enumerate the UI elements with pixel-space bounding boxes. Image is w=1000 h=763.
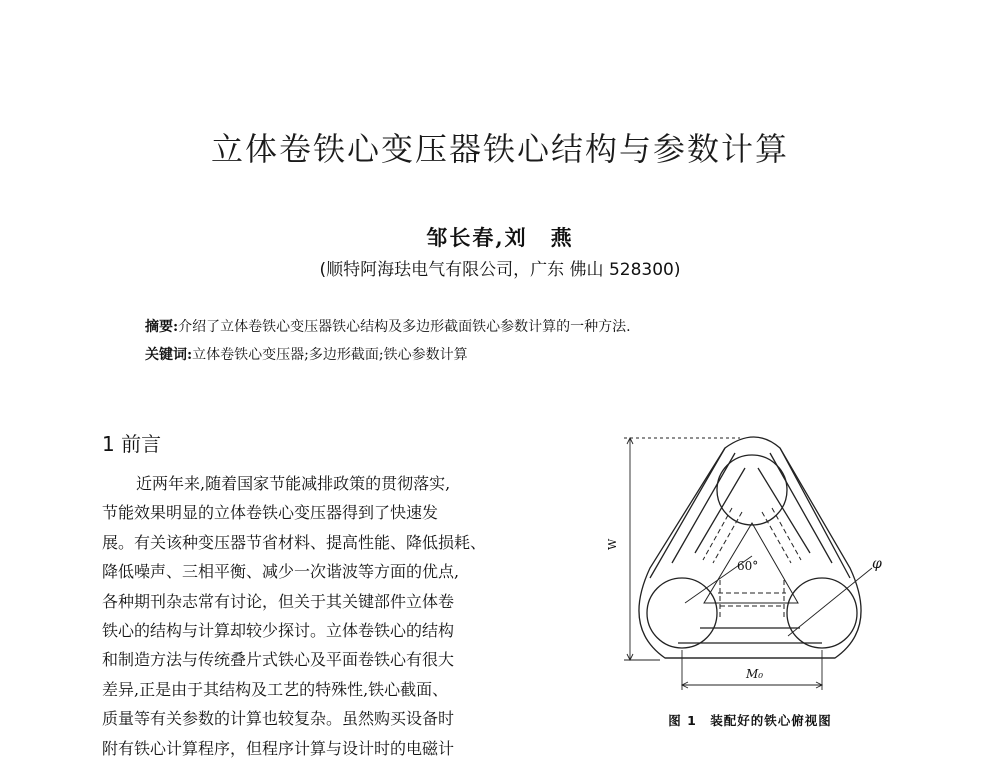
keywords-label: 关键词: [145,347,193,363]
body-line: 近两年来,随着国家节能减排政策的贯彻落实, [136,474,451,493]
authors: 邹长春,刘 燕 [426,225,574,250]
dimension-w-label: W [606,538,619,550]
body-line: 差异,正是由于其结构及工艺的特殊性,铁心截面、 [102,679,449,699]
angle-label: 60° [737,559,759,573]
body-line: 降低噪声、三相平衡、减少一次谐波等方面的优点, [102,562,460,582]
affiliation: (顺特阿海珐电气有限公司，广东 佛山 528300) [319,260,681,280]
keywords [145,344,865,364]
abstract-label: 摘要: [145,319,179,335]
body-line: 和制造方法与传统叠片式铁心及平面卷铁心有很大 [102,650,455,670]
body-line: 铁心的结构与计算却较少探讨。立体卷铁心的结构 [102,620,455,640]
body-line: 附有铁心计算程序，但程序计算与设计时的电磁计 [102,738,455,758]
paper-title: 立体卷铁心变压器铁心结构与参数计算 [210,130,789,168]
column-circle [717,455,787,525]
body-line: 节能效果明显的立体卷铁心变压器得到了快速发 [102,503,439,523]
keywords-text: 立体卷铁心变压器;多边形截面;铁心参数计算 [192,347,468,363]
abstract [145,316,865,336]
figure-caption: 图 1 装配好的铁心俯视图 [668,713,832,728]
abstract-text: 介绍了立体卷铁心变压器铁心结构及多边形截面铁心参数计算的一种方法. [178,319,631,335]
outer-outline [639,437,861,658]
phi-label: φ [872,556,882,572]
dimension-m0-label: M₀ [746,667,764,681]
body-line: 质量等有关参数的计算也较复杂。虽然购买设备时 [102,709,455,729]
core-top-view-figure [600,428,900,693]
body-line: 展。有关该种变压器节省材料、提高性能、降低损耗、 [102,532,487,552]
section-body [102,469,502,763]
column-circle [647,578,717,648]
section-heading: 1 前言 [102,432,162,456]
body-line: 各种期刊杂志常有讨论，但关于其关键部件立体卷 [102,591,455,611]
